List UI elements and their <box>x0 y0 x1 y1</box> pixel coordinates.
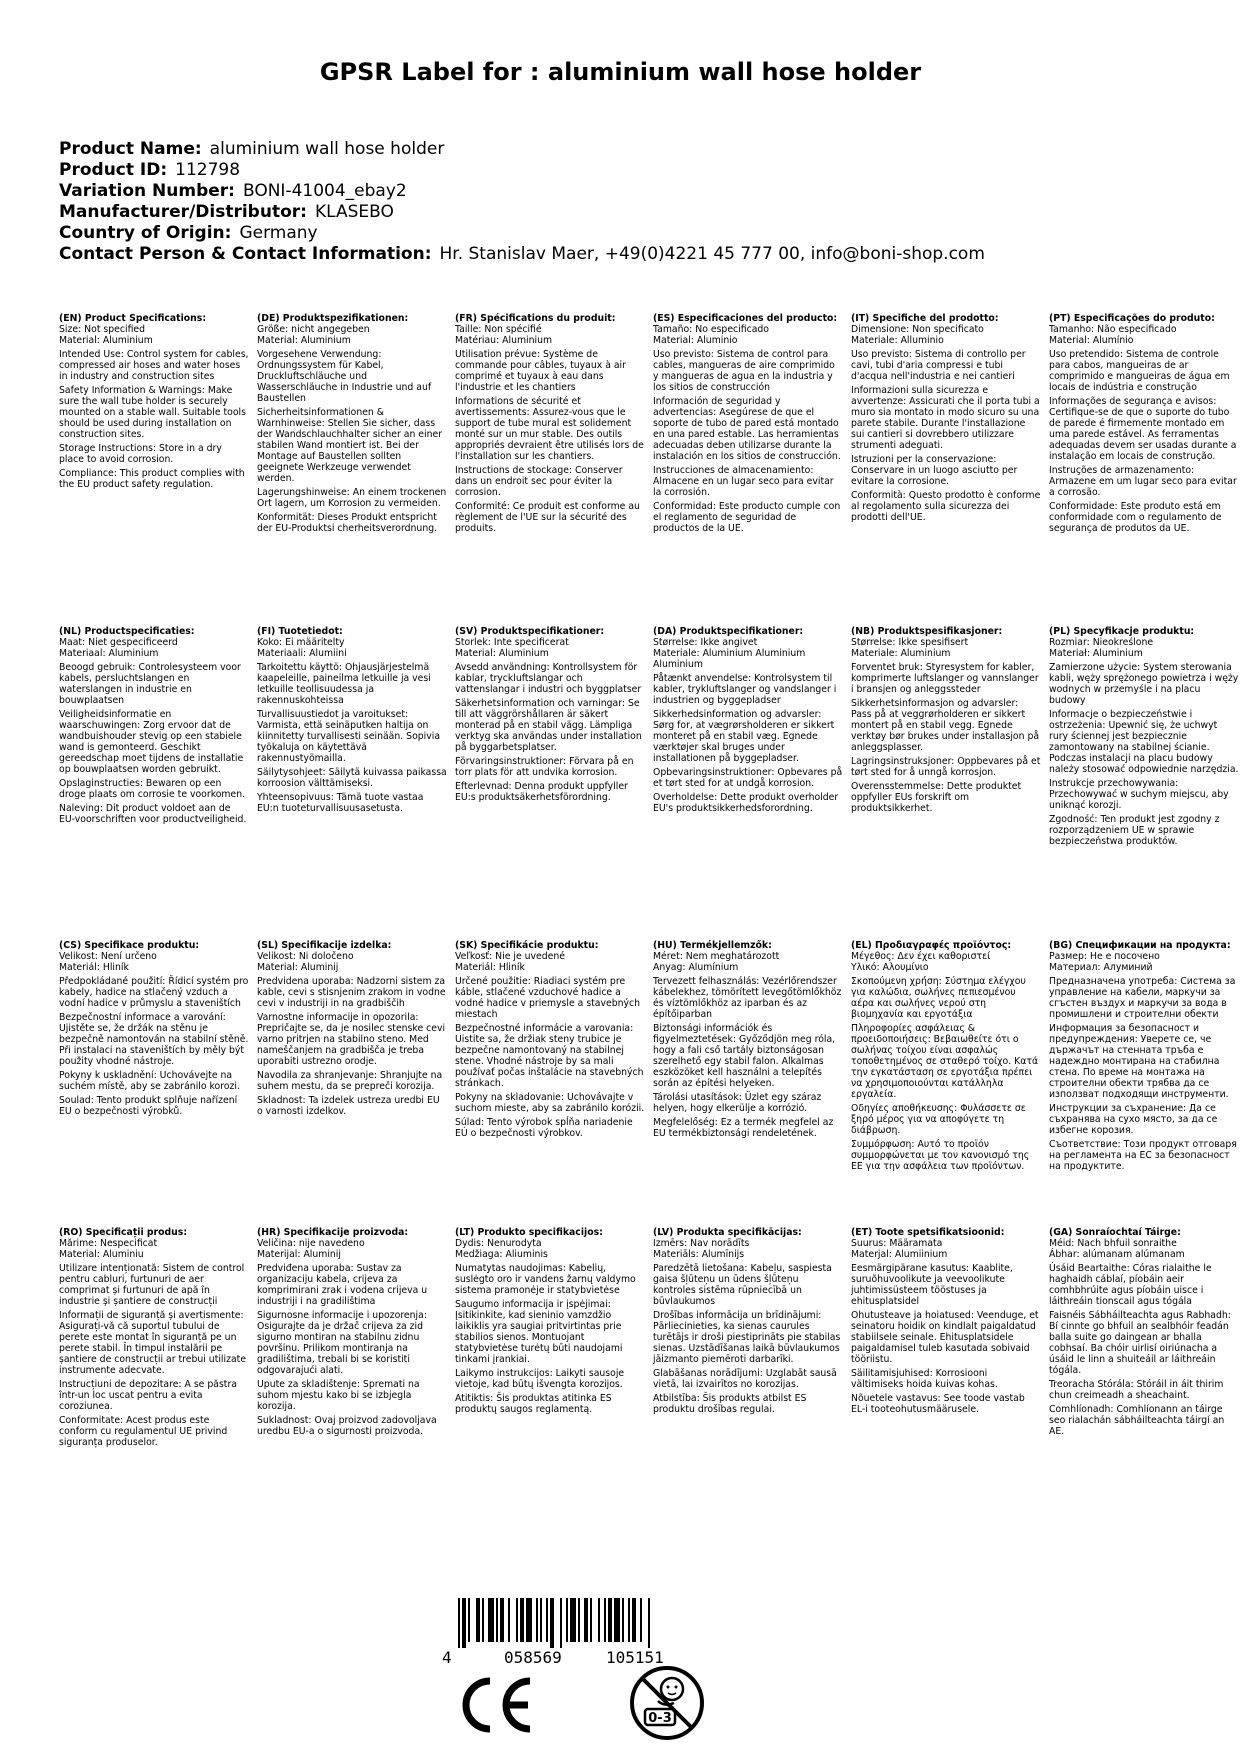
spec-paragraph: Biztonsági információk és figyelmeztetések: Győződjön meg róla, hogy a fali cső tartály biztonságosan szerelhető egy stabil falon. Alkalmas eszközöket kell használni a telepítés során az építési helyeken. <box>653 1023 836 1089</box>
spec-block-heading: (NL) Productspecificaties: <box>59 626 195 637</box>
spec-grid <box>59 313 1239 1523</box>
spec-size-line: Tamanho: Não especificado <box>1049 324 1177 335</box>
spec-block-heading: (IT) Specifiche del prodotto: <box>851 313 999 324</box>
spec-paragraph: Intended Use: Control system for cables, compressed air hoses and water hoses in industry and construction sites <box>59 349 249 382</box>
spec-paragraph: Ábhar: alúmanam alúmanam <box>1049 1249 1185 1260</box>
barcode-bar <box>550 1598 554 1648</box>
spec-paragraph: Material: Alumínio <box>1049 335 1134 346</box>
barcode-bar <box>458 1598 460 1648</box>
spec-paragraph: Atitiktis: Šis produktas atitinka ES produktų saugos reglamentą. <box>455 1393 612 1415</box>
spec-paragraph: Съответствие: Този продукт отговаря на регламента на ЕС за безопасност на продуктите. <box>1049 1139 1237 1172</box>
spec-paragraph: Faisnéis Sábháilteachta agus Rabhadh: Bí cinnte go bhfuil an sealbhóir feadán balla suite go daingean ar bhalla cobhsaí. Ba chóir uirlisí oiriúnacha a úsáid le linn a shuiteáil ar láithreáin tógála. <box>1049 1310 1231 1376</box>
product-id-row <box>59 160 985 181</box>
spec-block <box>455 626 645 806</box>
spec-paragraph: Materiale: Aluminium <box>851 648 951 659</box>
spec-paragraph: Säilytysohjeet: Säilytä kuivassa paikassa korroosion välttämiseksi. <box>257 767 447 789</box>
spec-block-heading: (EL) Προδιαγραφές προϊόντος: <box>851 940 1012 951</box>
product-name-row <box>59 139 985 160</box>
barcode <box>440 1598 710 1668</box>
spec-block <box>59 313 249 493</box>
barcode-bar <box>496 1598 498 1642</box>
spec-paragraph: Material: Aluminium <box>455 648 549 659</box>
spec-paragraph: Storage Instructions: Store in a dry place to avoid corrosion. <box>59 443 222 465</box>
spec-paragraph: Uso previsto: Sistema di controllo per cavi, tubi d'aria compressi e tubi d'acqua nell'industria e nei cantieri <box>851 349 1026 382</box>
barcode-bar <box>590 1598 592 1642</box>
spec-block-heading: (DE) Produktspezifikationen: <box>257 313 409 324</box>
spec-block <box>851 626 1041 817</box>
spec-paragraph: Sigurnosne informacije i upozorenja: Osigurajte da je držač crijeva za zid sigurno montiran na stabilnu zidnu površinu. Prilikom montiranja na gradilištima, trebali bi se koristiti odgovarajući alati. <box>257 1310 427 1376</box>
spec-paragraph: Инструкции за съхранение: Да се съхранява на сухо място, за да се избегне корозия. <box>1049 1103 1218 1136</box>
spec-block <box>257 940 447 1120</box>
spec-paragraph: Instrucciones de almacenamiento: Almacene en un lugar seco para evitar la corrosión. <box>653 465 834 498</box>
product-info <box>59 139 985 265</box>
variation-number-value: BONI-41004_ebay2 <box>242 181 407 201</box>
ce-mark-icon <box>456 1675 536 1735</box>
spec-block <box>653 626 843 817</box>
barcode-bar <box>500 1598 504 1642</box>
spec-size-line: Μέγεθος: Δεν έχει καθοριστεί <box>851 951 991 962</box>
spec-size-line: Izmērs: Nav norādīts <box>653 1238 750 1249</box>
spec-block <box>257 313 447 537</box>
spec-paragraph: Material: Aluminiu <box>59 1249 144 1260</box>
spec-paragraph: Drošības informācija un brīdinājumi: Pārliecinieties, ka sienas caurules turētājs ir droši piestiprināts pie stabilas sienas. Uzstādīšanas laikā būvlaukumos jāizmanto piemēroti darbarīki. <box>653 1310 841 1365</box>
spec-paragraph: Opbevaringsinstruktioner: Opbevares på et tørt sted for at undgå korrosion. <box>653 767 843 789</box>
spec-paragraph: Beoogd gebruik: Controlesysteem voor kabels, persluchtslangen en waterslangen in industrie en bouwplaatsen <box>59 662 241 706</box>
spec-size-line: Размер: Не е посочено <box>1049 951 1160 962</box>
barcode-bar <box>570 1598 576 1642</box>
spec-block-heading: (HR) Specifikacije proizvoda: <box>257 1227 409 1238</box>
spec-block-heading: (LV) Produkta specifikācijas: <box>653 1227 802 1238</box>
spec-paragraph: Materiale: Alluminio <box>851 335 944 346</box>
barcode-bar <box>482 1598 484 1642</box>
spec-paragraph: Konformität: Dieses Produkt entspricht der EU-Produktsi cherheitsverordnung. <box>257 512 438 534</box>
spec-size-line: Størrelse: Ikke spesifisert <box>851 637 969 648</box>
spec-paragraph: Påtænkt anvendelse: Kontrolsystem til kabler, trykluftslanger og vandslanger i industrien og byggepladser <box>653 673 837 706</box>
spec-size-line: Taille: Non spécifié <box>455 324 542 335</box>
spec-paragraph: Comhlíonadh: Comhlíonann an táirge seo rialachán sábháilteachta táirgí an AE. <box>1049 1404 1225 1437</box>
spec-block <box>653 1227 843 1418</box>
spec-paragraph: Material: Aluminium <box>257 335 351 346</box>
spec-block <box>1049 1227 1239 1440</box>
spec-block <box>1049 313 1239 537</box>
product-id-label: Product ID: <box>59 160 168 180</box>
age-range-label: 0-3 <box>648 1711 672 1726</box>
spec-paragraph: Zgodność: Ten produkt jest zgodny z rozporządzeniem UE w sprawie bezpieczeństwa produktów. <box>1049 814 1220 847</box>
spec-paragraph: Utilisation prévue: Système de commande pour câbles, tuyaux à air comprimé et tuyaux à eau dans l'industrie et les chantiers <box>455 349 626 393</box>
spec-paragraph: Forventet bruk: Styresystem for kabler, komprimerte luftslanger og vannslanger i bransjen og anleggssteder <box>851 662 1039 695</box>
spec-paragraph: Material: Aluminium <box>59 335 153 346</box>
spec-paragraph: Compliance: This product complies with the EU product safety regulation. <box>59 468 245 490</box>
spec-paragraph: Materjal: Alumiinium <box>851 1249 948 1260</box>
spec-size-line: Veľkosť: Nie je uvedené <box>455 951 565 962</box>
spec-paragraph: Förvaringsinstruktioner: Förvara på en torr plats för att undvika korrosion. <box>455 756 634 778</box>
spec-paragraph: Numatytas naudojimas: Kabelių, suslėgto oro ir vandens žarnų valdymo sistema pramonėje ir statybvietėse <box>455 1263 636 1296</box>
spec-paragraph: Skladnost: Ta izdelek ustreza uredbi EU o varnosti izdelkov. <box>257 1095 440 1117</box>
spec-size-line: Storlek: Inte specificerat <box>455 637 569 648</box>
spec-paragraph: Οδηγίες αποθήκευσης: Φυλάσσετε σε ξηρό μέρος για να αποφύγετε τη διάβρωση. <box>851 1103 1026 1136</box>
spec-paragraph: Súlad: Tento výrobok spĺňa nariadenie EÚ o bezpečnosti výrobkov. <box>455 1117 633 1139</box>
product-name-value: aluminium wall hose holder <box>209 139 445 159</box>
spec-block <box>59 626 249 828</box>
spec-paragraph: Yhteensopivuus: Tämä tuote vastaa EU:n tuoteturvallisuusasetusta. <box>257 792 424 814</box>
spec-size-line: Koko: Ei määritelty <box>257 637 345 648</box>
spec-paragraph: Σκοπούμενη χρήση: Σύστημα ελέγχου για καλώδια, σωλήνες πεπιεσμένου αέρα και σωλήνες νερού στη βιομηχανία και εργοτάξια <box>851 976 1026 1020</box>
spec-paragraph: Safety Information & Warnings: Make sure the wall tube holder is securely mounted on a stable wall. Suitable tools should be used during installation on construction sites. <box>59 385 246 440</box>
spec-size-line: Rozmiar: Nieokreślone <box>1049 637 1154 648</box>
spec-block-heading: (SL) Specifikacije izdelka: <box>257 940 392 951</box>
spec-block-heading: (BG) Спецификации на продукта: <box>1049 940 1231 951</box>
spec-paragraph: Treoracha Stórála: Stóráil in áit thirim chun creimeadh a sheachaint. <box>1049 1379 1224 1401</box>
spec-paragraph: Sikkerhedsinformation og advarsler: Sørg for, at vægrørsholderen er sikkert monteret på en stabil væg. Egnede værktøjer skal bruges under installationen på byggepladser. <box>653 709 835 764</box>
spec-paragraph: Instrukcje przechowywania: Przechowywać w suchym miejscu, aby uniknąć korozji. <box>1049 778 1229 811</box>
spec-paragraph: Pokyny na skladovanie: Uchovávajte v suchom mieste, aby sa zabránilo korózii. <box>455 1092 645 1114</box>
spec-paragraph: Bezpečnostní informace a varování: Ujistěte se, že držák na stěnu je bezpečně namontován na stabilní stěně. Při instalaci na staveništích by měly být použity vhodné nástroje. <box>59 1012 249 1067</box>
spec-paragraph: Sukladnost: Ovaj proizvod zadovoljava uredbu EU-a o sigurnosti proizvoda. <box>257 1415 437 1437</box>
spec-paragraph: Vorgesehene Verwendung: Ordnungssystem für Kabel, Druckluftschläuche und Wasserschläuche in Industrie und auf Baustellen <box>257 349 432 404</box>
spec-paragraph: Opslaginstructies: Bewaren op een droge plaats om corrosie te voorkomen. <box>59 778 246 800</box>
spec-paragraph: Sikkerhetsinformasjon og advarsler: Pass på at veggrørholderen er sikkert montert på en stabil vegg. Egnede verktøy bør brukes under installasjon på anleggsplasser. <box>851 698 1040 753</box>
spec-block-heading: (HU) Termékjellemzők: <box>653 940 772 951</box>
spec-paragraph: Материал: Алуминий <box>1049 962 1153 973</box>
spec-block-heading: (FI) Tuotetiedot: <box>257 626 343 637</box>
barcode-bar <box>622 1598 624 1642</box>
spec-paragraph: Lagerungshinweise: An einem trockenen Ort lagern, um Korrosion zu vermeiden. <box>257 487 447 509</box>
spec-block-heading: (CS) Specifikace produktu: <box>59 940 200 951</box>
spec-paragraph: Informații de siguranță și avertismente: Asigurați-vă că suportul tubului de perete este montat în siguranță pe un perete stabil. În timpul instalării pe șantiere de construcții ar trebui utilizate instrumente adecvate. <box>59 1310 247 1376</box>
spec-paragraph: Tárolási utasítások: Üzlet egy száraz helyen, hogy elkerülje a korrózió. <box>653 1092 822 1114</box>
barcode-digit-prefix: 4 <box>442 1648 452 1667</box>
spec-paragraph: Materijal: Aluminij <box>257 1249 341 1260</box>
spec-block <box>1049 940 1239 1175</box>
spec-size-line: Velikost: Není určeno <box>59 951 157 962</box>
variation-number-label: Variation Number: <box>59 181 235 201</box>
spec-paragraph: Materiál: Hliník <box>455 962 525 973</box>
barcode-bar <box>526 1598 532 1642</box>
spec-block <box>257 1227 447 1440</box>
spec-paragraph: Glabāšanas norādījumi: Uzglabāt sausā vietā, lai izvairītos no korozijas. <box>653 1368 837 1390</box>
spec-size-line: Méret: Nem meghatározott <box>653 951 780 962</box>
spec-size-line: Dydis: Nenurodyta <box>455 1238 542 1249</box>
spec-paragraph: Materiál: Hliník <box>59 962 129 973</box>
page-title: GPSR Label for : aluminium wall hose holder <box>319 58 922 86</box>
spec-paragraph: Material: Aluminij <box>257 962 339 973</box>
country-of-origin-value: Germany <box>239 223 318 243</box>
barcode-bar <box>536 1598 538 1642</box>
spec-paragraph: Předpokládané použití: Řídicí systém pro kabely, hadice na stlačený vzduch a vodní hadice v průmyslu a staveništích <box>59 976 249 1009</box>
barcode-bar <box>578 1598 580 1642</box>
spec-block-heading: (SV) Produktspecifikationer: <box>455 626 605 637</box>
spec-paragraph: Atbilstība: Šis produkts atbilst ES produktu drošības regulai. <box>653 1393 807 1415</box>
spec-paragraph: Úsáid Beartaithe: Córas rialaithe le haghaidh cáblaí, píobáin aeir comhbhrúite agus píobáin uisce i láithreáin tionscail agus tógála <box>1049 1263 1212 1307</box>
spec-paragraph: Conformitate: Acest produs este conform cu regulamentul UE privind siguranța produselor. <box>59 1415 228 1448</box>
manufacturer-row <box>59 202 985 223</box>
spec-paragraph: Ohutusteave ja hoiatused: Veenduge, et seinatoru hoidik on kindlalt paigaldatud stabiilsele seinale. Ehitusplatsidele paigaldamisel tuleb kasutada sobivaid tööriistu. <box>851 1310 1039 1365</box>
spec-block <box>59 940 249 1120</box>
spec-paragraph: Nõuetele vastavus: See toode vastab EL-i tooteohutusmäärusele. <box>851 1393 1025 1415</box>
spec-paragraph: Navodila za shranjevanje: Shranjujte na suhem mestu, da se prepreči korozija. <box>257 1070 443 1092</box>
spec-paragraph: Naleving: Dit product voldoet aan de EU-voorschriften voor productveiligheid. <box>59 803 247 825</box>
spec-paragraph: Utilizare intenționată: Sistem de control pentru cabluri, furtunuri de aer comprimat și furtunuri de apă în industrie și șantiere de construcții <box>59 1263 245 1307</box>
spec-paragraph: Informations de sécurité et avertissements: Assurez-vous que le support de tube mural est solidement monté sur un mur stable. Des outils appropriés devraient être utilisés lors de l'installation sur les chantiers. <box>455 396 644 462</box>
spec-paragraph: Materiāls: Alumīnijs <box>653 1249 745 1260</box>
spec-block-heading: (DA) Produktspecifikationer: <box>653 626 804 637</box>
spec-size-line: Mărime: Nespecificat <box>59 1238 158 1249</box>
spec-size-line: Veličina: nije navedeno <box>257 1238 365 1249</box>
manufacturer-value: KLASEBO <box>314 202 394 222</box>
spec-block <box>59 1227 249 1451</box>
barcode-bar <box>560 1598 562 1648</box>
spec-block <box>851 1227 1041 1418</box>
spec-paragraph: Určené použitie: Riadiaci systém pre káble, stlačené vzduchové hadice a vodné hadice v priemysle a stavebných miestach <box>455 976 641 1020</box>
spec-block <box>851 940 1041 1175</box>
spec-paragraph: Informazioni sulla sicurezza e avvertenze: Assicurati che il porta tubi a muro sia montato in modo sicuro su una parete stabile. Durante l'installazione sui cantieri si dovrebbero utilizzare strumenti adeguati. <box>851 385 1040 451</box>
barcode-digit-right: 105151 <box>606 1648 664 1667</box>
spec-paragraph: Materiaali: Alumiini <box>257 648 347 659</box>
barcode-bar <box>584 1598 588 1642</box>
barcode-bars <box>440 1598 710 1648</box>
spec-paragraph: Conformidade: Este produto está em conformidade com o regulamento de segurança de produtos da UE. <box>1049 501 1222 534</box>
spec-paragraph: Tervezett felhasználás: Vezérlőrendszer kábelekhez, tömörített levegőtömlőkhöz és víztömlőkhöz az iparban és az építőiparban <box>653 976 842 1020</box>
spec-paragraph: Megfelelőség: Ez a termék megfelel az EU termékbiztonsági rendeletének. <box>653 1117 834 1139</box>
spec-paragraph: Информация за безопасност и предупреждения: Уверете се, че държачът на стенната тръба е надеждно монтирана на стабилна стена. По време на монтажа на строителни обекти трябва да се използват подходящи инструменти. <box>1049 1023 1229 1100</box>
spec-block-heading: (LT) Produkto specifikacijos: <box>455 1227 603 1238</box>
age-warning-icon <box>628 1663 706 1743</box>
barcode-bar <box>632 1598 636 1642</box>
spec-paragraph: Υλικό: Αλουμίνιο <box>851 962 929 973</box>
spec-block-heading: (ET) Toote spetsifikatsioonid: <box>851 1227 1005 1238</box>
barcode-bar <box>546 1598 548 1642</box>
barcode-bar <box>604 1598 606 1642</box>
barcode-digit-left: 058569 <box>504 1648 562 1667</box>
spec-paragraph: Conformità: Questo prodotto è conforme al regolamento sulla sicurezza dei prodotti dell'UE. <box>851 490 1041 523</box>
spec-block <box>653 313 843 537</box>
spec-paragraph: Istruzioni per la conservazione: Conservare in un luogo asciutto per evitare la corrosione. <box>851 454 1018 487</box>
spec-paragraph: Pokyny k uskladnění: Uchovávejte na suchém místě, aby se zabránilo korozi. <box>59 1070 240 1092</box>
barcode-bar <box>566 1598 568 1642</box>
spec-paragraph: Säilitamisjuhised: Korrosiooni vältimiseks hoida kuivas kohas. <box>851 1368 998 1390</box>
spec-paragraph: Predvidena uporaba: Nadzorni sistem za kable, cevi s stisnjenim zrakom in vodne cevi v industriji in na gradbiščih <box>257 976 446 1009</box>
spec-paragraph: Material: Aluminio <box>653 335 738 346</box>
spec-size-line: Maat: Niet gespecificeerd <box>59 637 178 648</box>
barcode-bar <box>462 1598 466 1648</box>
spec-size-line: Dimensione: Non specificato <box>851 324 984 335</box>
spec-block-heading: (NB) Produktspesifikasjoner: <box>851 626 1003 637</box>
spec-paragraph: Soulad: Tento produkt splňuje nařízení EU o bezpečnosti výrobků. <box>59 1095 238 1117</box>
spec-paragraph: Efterlevnad: Denna produkt uppfyller EU:s produktsäkerhetsförordning. <box>455 781 628 803</box>
spec-paragraph: Medžiaga: Aliuminis <box>455 1249 548 1260</box>
barcode-bar <box>468 1598 470 1642</box>
spec-paragraph: Informacje o bezpieczeństwie i ostrzeżenia: Upewnić się, że uchwyt rury ściennej jest bezpiecznie zamontowany na stabilnej ścianie. Podczas instalacji na placu budowy należy stosować odpowiednie narzędzia. <box>1049 709 1239 775</box>
spec-paragraph: Tarkoitettu käyttö: Ohjausjärjestelmä kaapeleille, paineilma letkuille ja vesi letkuille teollisuudessa ja rakennuskohteissa <box>257 662 431 706</box>
spec-block-heading: (EN) Product Specifications: <box>59 313 207 324</box>
contact-label: Contact Person & Contact Information: <box>59 244 432 264</box>
spec-block <box>653 940 843 1142</box>
barcode-bar <box>508 1598 510 1642</box>
contact-row <box>59 244 985 265</box>
spec-paragraph: Sicherheitsinformationen & Warnhinweise: Stellen Sie sicher, dass der Wandschlauchhalter sicher an einer stabilen Wand montiert ist. Bei der Montage auf Baustellen sollten geeignete Werkzeuge verwendet werden. <box>257 407 443 484</box>
barcode-bar <box>614 1598 620 1642</box>
spec-paragraph: Turvallisuustiedot ja varoitukset: Varmista, että seinäputken haltija on kiinnitetty turvallisesti seinään. Sopivia työkaluja on käytettävä rakennustyömailla. <box>257 709 441 764</box>
spec-paragraph: Instructions de stockage: Conserver dans un endroit sec pour éviter la corrosion. <box>455 465 623 498</box>
spec-paragraph: Conformité: Ce produit est conforme au règlement de l'UE sur la sécurité des produits. <box>455 501 640 534</box>
spec-paragraph: Säkerhetsinformation och varningar: Se till att väggrörshållaren är säkert monterad på en stabil vägg. Lämpliga verktyg ska användas under installation på byggarbetsplatser. <box>455 698 642 753</box>
spec-paragraph: Instrucțiuni de depozitare: A se păstra într-un loc uscat pentru a evita coroziunea. <box>59 1379 237 1412</box>
spec-paragraph: Instruções de armazenamento: Armazene em um lugar seco para evitar a corrosão. <box>1049 465 1237 498</box>
spec-paragraph: Paredzētā lietošana: Kabeļu, saspiesta gaisa šļūteņu un ūdens šļūteņu kontroles sistēma rūpniecībā un būvlaukumos <box>653 1263 832 1307</box>
spec-paragraph: Materiał: Aluminium <box>1049 648 1143 659</box>
spec-paragraph: Lagringsinstruksjoner: Oppbevares på et tørt sted for å unngå korrosjon. <box>851 756 1041 778</box>
spec-paragraph: Saugumo informacija ir įspėjimai: Įsitikinkite, kad sieninio vamzdžio laikiklis yra saugiai pritvirtintas prie stabilios sienos. Montuojant statybvietėse turėtų būti naudojami tinkami įrankiai. <box>455 1299 623 1365</box>
spec-paragraph: Uso pretendido: Sistema de controle para cabos, mangueiras de ar comprimido e mangueiras de água em locais de indústria e construção <box>1049 349 1230 393</box>
spec-block-heading: (ES) Especificaciones del producto: <box>653 313 838 324</box>
spec-paragraph: Veiligheidsinformatie en waarschuwingen: Zorg ervoor dat de wandbuishouder stevig op een stabiele wand is gemonteerd. Geschikt gereedschap moet tijdens de installatie op bouwplaatsen worden gebruikt. <box>59 709 244 775</box>
barcode-bar <box>628 1598 630 1642</box>
country-of-origin-label: Country of Origin: <box>59 223 232 243</box>
spec-paragraph: Materiale: Aluminium Aluminium Aluminium <box>653 648 806 670</box>
spec-size-line: Suurus: Määramata <box>851 1238 943 1249</box>
barcode-bar <box>476 1598 480 1642</box>
spec-block-heading: (RO) Specificații produs: <box>59 1227 188 1238</box>
spec-block <box>455 1227 645 1418</box>
variation-number-row <box>59 181 985 202</box>
spec-paragraph: Предназначена употреба: Система за управление на кабели, маркучи за сгъстен въздух и маркучи за вода в промишлени и строителни обекти <box>1049 976 1236 1020</box>
barcode-bar <box>648 1598 650 1648</box>
spec-block <box>455 940 645 1142</box>
spec-paragraph: Eesmärgipärane kasutus: Kaablite, suruõhuvoolikute ja veevoolikute juhtimissüsteem tööstuses ja ehitusplatsidel <box>851 1263 1013 1307</box>
spec-paragraph: Varnostne informacije in opozorila: Prepričajte se, da je nosilec stenske cevi varno pritrjen na stabilno steno. Med nameščanjem na gradbišča je treba uporabiti ustrezno orodje. <box>257 1012 446 1067</box>
spec-paragraph: Bezpečnostné informácie a varovania: Uistite sa, že držiak steny trubice je bezpečne namontovaný na stabilnej stene. Vhodné nástroje by sa mali používať počas inštalácie na stavebných stránkach. <box>455 1023 644 1089</box>
spec-paragraph: Συμμόρφωση: Αυτό το προϊόν συμμορφώνεται με τον κανονισμό της ΕΕ για την ασφάλεια των προϊόντων. <box>851 1139 1030 1172</box>
manufacturer-label: Manufacturer/Distributor: <box>59 202 307 222</box>
spec-paragraph: Avsedd användning: Kontrollsystem för kablar, tryckluftslangar och vattenslangar i industri och byggplatser <box>455 662 642 695</box>
spec-paragraph: Laikymo instrukcijos: Laikyti sausoje vietoje, kad būtų išvengta korozijos. <box>455 1368 625 1390</box>
contact-value: Hr. Stanislav Maer, +49(0)4221 45 777 00, info@boni-shop.com <box>439 244 985 264</box>
spec-paragraph: Anyag: Alumínium <box>653 962 739 973</box>
spec-size-line: Size: Not specified <box>59 324 146 335</box>
spec-block-heading: (GA) Sonraíochtaí Táirge: <box>1049 1227 1181 1238</box>
spec-block-heading: (PT) Especificações do produto: <box>1049 313 1215 324</box>
spec-paragraph: Matériau: Aluminium <box>455 335 553 346</box>
barcode-bar <box>598 1598 600 1642</box>
spec-paragraph: Overensstemmelse: Dette produktet oppfyller EUs forskrift om produktsikkerhet. <box>851 781 1022 814</box>
spec-size-line: Méid: Nach bhfuil sonraithe <box>1049 1238 1177 1249</box>
spec-block <box>1049 626 1239 850</box>
barcode-bar <box>540 1598 542 1642</box>
spec-paragraph: Información de seguridad y advertencias: Asegúrese de que el soporte de tubo de pared está montado en una pared estable. Las herramientas adecuadas deben utilizarse durante la instalación en los sitios de construcción. <box>653 396 841 462</box>
barcode-bar <box>520 1598 524 1642</box>
barcode-bar <box>488 1598 494 1642</box>
country-of-origin-row <box>59 223 985 244</box>
spec-paragraph: Predviđena uporaba: Sustav za organizaciju kabela, crijeva za komprimirani zrak i vodena crijeva u industriji i na gradilištima <box>257 1263 428 1307</box>
spec-paragraph: Πληροφορίες ασφάλειας & προειδοποιήσεις: Βεβαιωθείτε ότι ο σωλήνας τοίχου είναι ασφαλώς τοποθετημένος σε σταθερό τοίχο. Κατά την εγκατάσταση σε εργοτάξια πρέπει να χρησιμοποιούνται κατάλληλα εργαλεία. <box>851 1023 1039 1100</box>
spec-paragraph: Zamierzone użycie: System sterowania kabli, węży sprężonego powietrza i węży wodnych w przemyśle i na placu budowy <box>1049 662 1239 706</box>
spec-size-line: Größe: nicht angegeben <box>257 324 370 335</box>
spec-block <box>851 313 1041 526</box>
spec-block <box>257 626 447 817</box>
spec-block-heading: (PL) Specyfikacje produktu: <box>1049 626 1195 637</box>
spec-paragraph: Overholdelse: Dette produkt overholder EU's produktsikkerhedsforordning. <box>653 792 839 814</box>
spec-size-line: Velikost: Ni določeno <box>257 951 354 962</box>
spec-paragraph: Conformidad: Este producto cumple con el reglamento de seguridad de productos de la UE. <box>653 501 841 534</box>
spec-size-line: Størrelse: Ikke angivet <box>653 637 758 648</box>
spec-size-line: Tamaño: No especificado <box>653 324 769 335</box>
barcode-bar <box>608 1598 612 1642</box>
spec-block-heading: (FR) Spécifications du produit: <box>455 313 616 324</box>
spec-paragraph: Upute za skladištenje: Spremati na suhom mjestu kako bi se izbjegla korozija. <box>257 1379 420 1412</box>
product-id-value: 112798 <box>175 160 241 180</box>
spec-paragraph: Materiaal: Aluminium <box>59 648 159 659</box>
barcode-bar <box>516 1598 518 1642</box>
spec-block-heading: (SK) Špecifikácie produktu: <box>455 940 599 951</box>
spec-paragraph: Uso previsto: Sistema de control para cables, mangueras de aire comprimido y mangueras de agua en la industria y los sitios de construcción <box>653 349 835 393</box>
barcode-bar <box>640 1598 642 1642</box>
spec-block <box>455 313 645 537</box>
spec-paragraph: Informações de segurança e avisos: Certifique-se de que o suporte do tubo de parede é firmemente montado em uma parede estável. As ferramentas adequadas devem ser usadas durante a instalação em locais de construção. <box>1049 396 1237 462</box>
product-name-label: Product Name: <box>59 139 202 159</box>
